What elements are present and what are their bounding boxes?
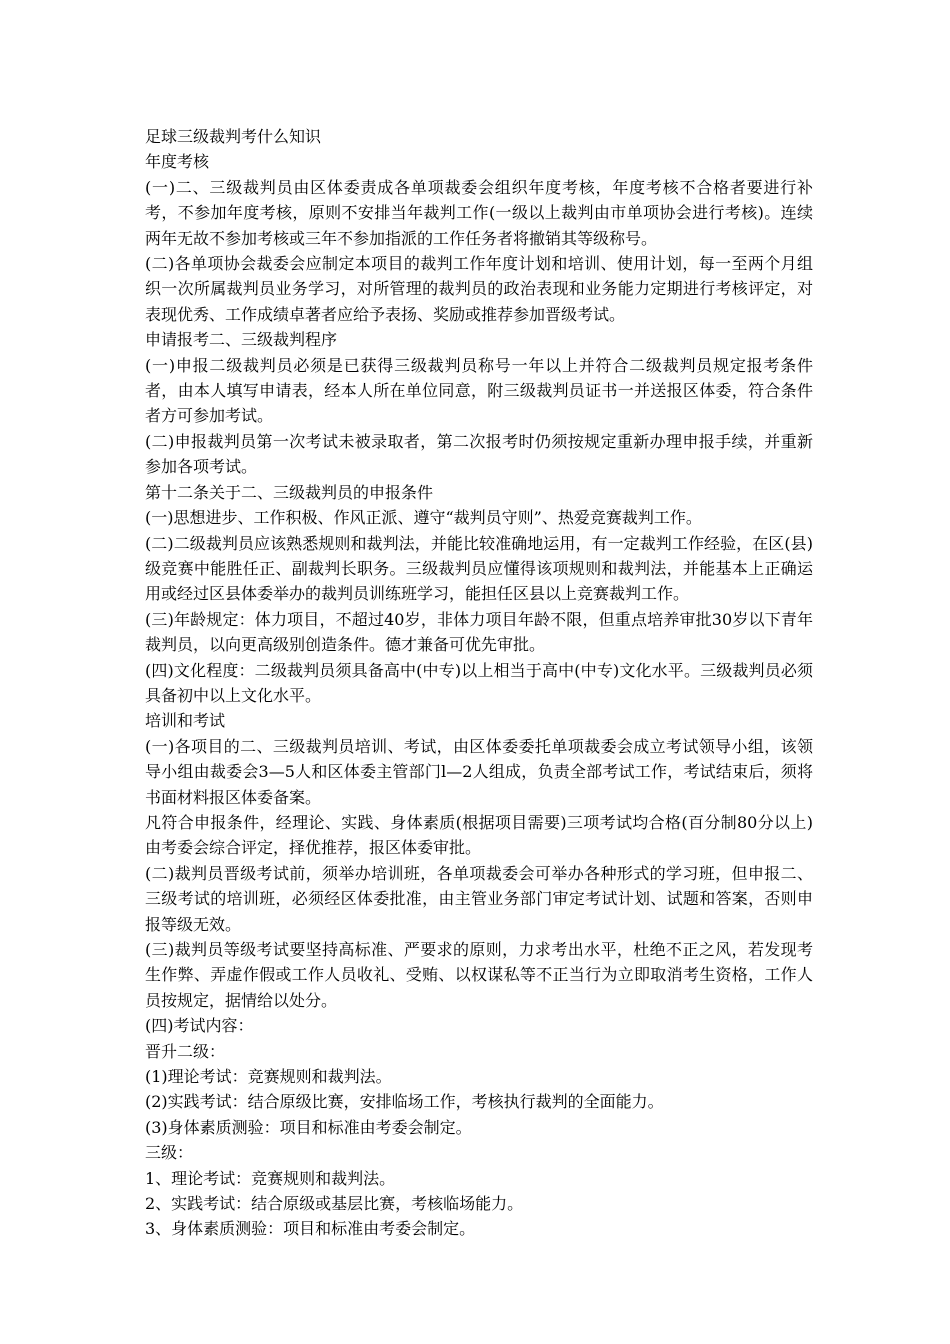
list-item: (2)实践考试：结合原级比赛，安排临场工作，考核执行裁判的全面能力。: [145, 1092, 664, 1112]
paragraph: 三级：: [145, 1143, 194, 1163]
paragraph: (一)二、三级裁判员由区体委责成各单项裁委会组织年度考核，年度考核不合格者要进行补考，不参加年度考核，原则不安排当年裁判工作(一级以上裁判由市单项协会进行考核)。连续两年无故不参加考核或三年不参加指派的工作任务者将撤销其等级称号。: [145, 177, 813, 248]
list-item: 3、身体素质测验：项目和标准由考委会制定。: [145, 1219, 476, 1239]
document-body: [145, 124, 813, 1242]
paragraph: (二)各单项协会裁委会应制定本项目的裁判工作年度计划和培训、使用计划，每一至两个月组织一次所属裁判员业务学习，对所管理的裁判员的政治表现和业务能力定期进行考核评定，对表现优秀、工作成绩卓著者应给予表扬、奖励或推荐参加晋级考试。: [145, 254, 813, 324]
paragraph: (四)文化程度：二级裁判员须具备高中(中专)以上相当于高中(中专)文化水平。三级裁判员必须具备初中以上文化水平。: [145, 660, 813, 705]
paragraph: 晋升二级：: [145, 1041, 226, 1061]
section-heading: 培训和考试: [145, 711, 226, 731]
paragraph: (三)年龄规定：体力项目，不超过40岁，非体力项目年龄不限，但重点培养审批30岁以下青年裁判员，以向更高级别创造条件。德才兼备可优先审批。: [145, 609, 813, 655]
paragraph: (四)考试内容：: [145, 1016, 254, 1036]
paragraph: (二)申报裁判员第一次考试未被录取者，第二次报考时仍须按规定重新办理申报手续，并重新参加各项考试。: [145, 431, 813, 477]
list-item: (3)身体素质测验：项目和标准由考委会制定。: [145, 1117, 472, 1137]
section-heading: 年度考核: [145, 152, 210, 172]
paragraph: (一)申报二级裁判员必须是已获得三级裁判员称号一年以上并符合二级裁判员规定报考条件者，由本人填写申请表，经本人所在单位同意，附三级裁判员证书一并送报区体委，符合条件者方可参加考试。: [145, 355, 813, 426]
paragraph: 凡符合申报条件，经理论、实践、身体素质(根据项目需要)三项考试均合格(百分制80分以上)由考委会综合评定，择优推荐，报区体委审批。: [145, 812, 813, 858]
paragraph: (二)裁判员晋级考试前，须举办培训班，各单项裁委会可举办各种形式的学习班，但申报二、三级考试的培训班，必须经区体委批准，由主管业务部门审定考试计划、试题和答案，否则申报等级无效。: [145, 863, 813, 934]
list-item: 1、理论考试：竞赛规则和裁判法。: [145, 1168, 396, 1188]
document-title: 足球三级裁判考什么知识: [145, 127, 322, 146]
list-item: 2、实践考试：结合原级或基层比赛，考核临场能力。: [145, 1194, 524, 1214]
paragraph: (一)思想进步、工作积极、作风正派、遵守“裁判员守则”、热爱竞赛裁判工作。: [145, 508, 702, 528]
paragraph: (三)裁判员等级考试要坚持高标准、严要求的原则，力求考出水平，杜绝不正之风，若发现考生作弊、弄虚作假或工作人员收礼、受贿、以权谋私等不正当行为立即取消考生资格，工作人员按规定，据情给以处分。: [145, 940, 813, 1010]
list-item: (1)理论考试：竞赛规则和裁判法。: [145, 1067, 392, 1087]
paragraph: (二)二级裁判员应该熟悉规则和裁判法，并能比较准确地运用，有一定裁判工作经验，在区(县)级竞赛中能胜任正、副裁判长职务。三级裁判员应懂得该项规则和裁判法，并能基本上正确运用或经过区县体委举办的裁判员训练班学习，能担任区县以上竞赛裁判工作。: [145, 533, 813, 604]
section-heading: 第十二条关于二、三级裁判员的申报条件: [145, 482, 434, 502]
section-heading: 申请报考二、三级裁判程序: [145, 330, 338, 350]
paragraph: (一)各项目的二、三级裁判员培训、考试，由区体委委托单项裁委会成立考试领导小组，该领导小组由裁委会3—5人和区体委主管部门l—2人组成，负责全部考试工作，考试结束后，须将书面材料报区体委备案。: [145, 736, 813, 807]
